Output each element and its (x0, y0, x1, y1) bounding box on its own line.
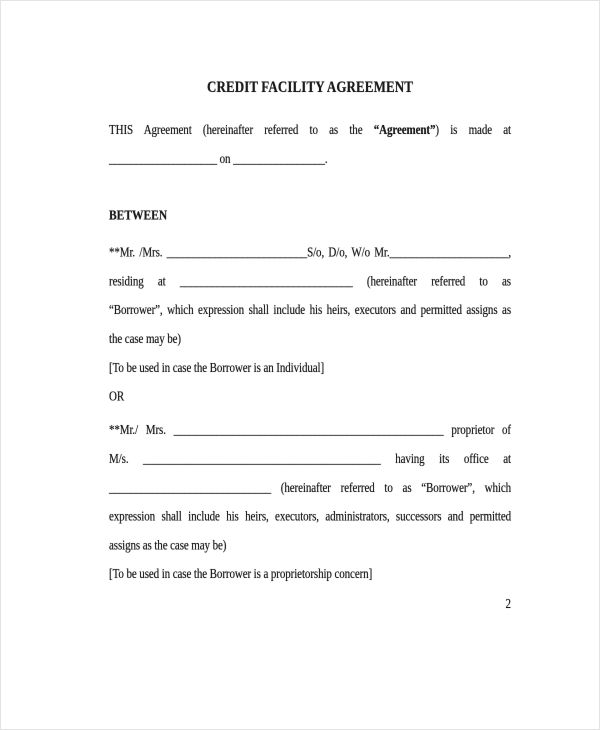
page-number: 2 (505, 597, 511, 612)
or-divider: OR (109, 389, 125, 405)
intro-line-1 (109, 116, 511, 145)
proprietor-clause-address-line: ______________________________ (hereinafter referred to as “Borrower”, which (109, 481, 511, 496)
individual-clause-residing-line: residing at ________________________________ (hereinafter referred to as (109, 274, 511, 289)
page-content (1, 1, 599, 619)
proprietorship-usage-note: [To be used in case the Borrower is a proprietorship concern] (109, 567, 373, 582)
individual-clause-name-line: **Mr. /Mrs. __________________________S/o, D/o, W/o Mr.______________________, (109, 245, 511, 261)
proprietor-clause-name-line: **Mr./ Mrs. __________________________________________________ proprietor of (109, 423, 511, 438)
individual-usage-note: [To be used in case the Borrower is an Individual] (109, 361, 325, 376)
between-heading: BETWEEN (109, 208, 168, 224)
individual-clause-end-line: the case may be) (109, 332, 182, 347)
proprietor-clause-firm-line: M/s. ____________________________________________ having its office at (109, 452, 511, 467)
individual-clause-borrower-line: “Borrower”, which expression shall include his heirs, executors and permitted assigns as (109, 303, 511, 318)
intro-line-1-pre: THIS Agreement (hereinafter referred to as the (109, 123, 374, 138)
proprietor-clause-end-line: assigns as the case may be) (109, 538, 227, 553)
document-title: CREDIT FACILITY AGREEMENT (207, 77, 413, 96)
proprietor-clause-expression-line: expression shall include his heirs, executors, administrators, successors and permitted (109, 509, 511, 525)
intro-line-2-blanks: ____________________ on _________________. (109, 152, 328, 167)
agreement-defined-term: “Agreement” (373, 123, 436, 138)
intro-line-1-post: ) is made at (435, 123, 511, 138)
